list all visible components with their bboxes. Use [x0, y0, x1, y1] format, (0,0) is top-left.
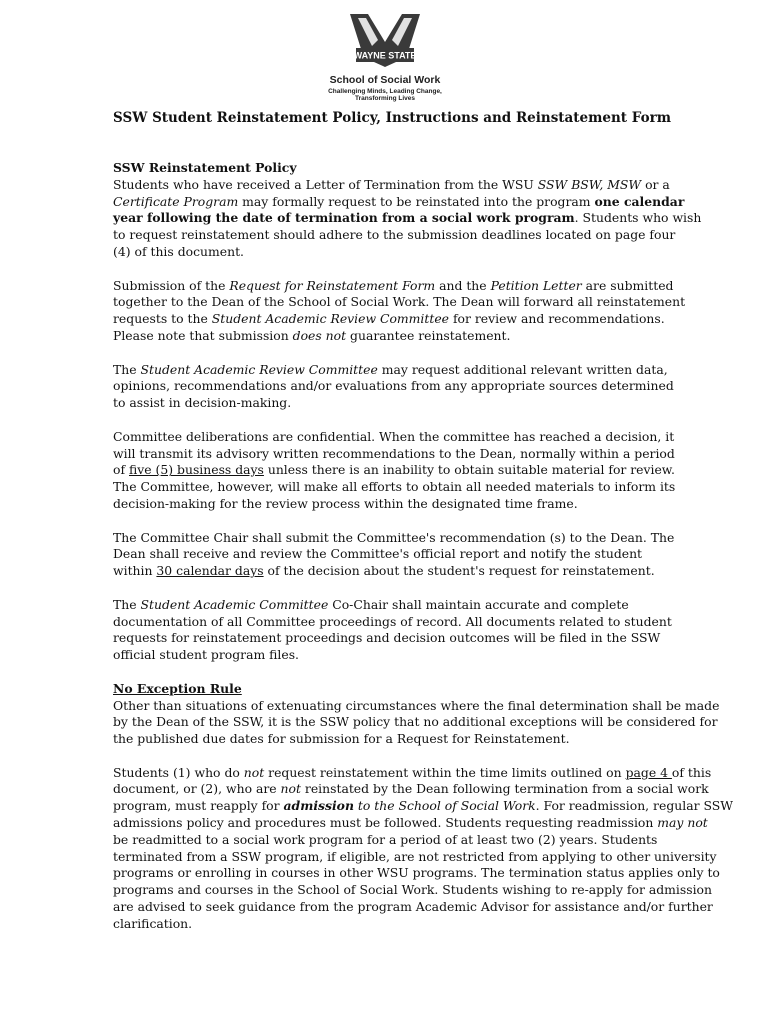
paragraph-line: clarification.	[113, 915, 193, 931]
wayne-state-logo	[310, 12, 460, 102]
paragraph-line: documentation of all Committee proceedings of record. All documents related to student	[113, 613, 672, 629]
paragraph-line: Certificate Program may formally request to be reinstated into the program one calendar	[113, 193, 685, 209]
section-heading: No Exception Rule	[113, 680, 242, 696]
paragraph-line: year following the date of termination from a social work program. Students who wish	[113, 210, 702, 226]
paragraph-line: program, must reapply for admission to the School of Social Work. For readmission, regular SSW	[113, 798, 733, 814]
paragraph-line: by the Dean of the SSW, it is the SSW policy that no additional exceptions will be considered for	[113, 714, 718, 730]
paragraph-line: requests to the Student Academic Review Committee for review and recommendations.	[113, 311, 665, 327]
school-tagline: Challenging Minds, Leading Change, Transforming Lives	[328, 88, 442, 102]
paragraph-line: Students (1) who do not request reinstatement within the time limits outlined on page 4 of this	[113, 764, 712, 780]
paragraph-line: together to the Dean of the School of Social Work. The Dean will forward all reinstatement	[113, 294, 686, 310]
wayne-state-w-icon	[348, 12, 422, 68]
paragraph-line: official student program files.	[113, 647, 299, 663]
paragraph-line: Committee deliberations are confidential. When the committee has reached a decision, it	[113, 428, 675, 444]
logo-text: WAYNE STATE	[353, 50, 417, 61]
paragraph-line: programs or enrolling in courses in other WSU programs. The termination status applies only to	[113, 865, 720, 881]
paragraph-line: The Student Academic Committee Co-Chair shall maintain accurate and complete	[113, 596, 629, 612]
paragraph-line: programs and courses in the School of Social Work. Students wishing to re-apply for admission	[113, 882, 712, 898]
paragraph-line: Students who have received a Letter of Termination from the WSU SSW BSW, MSW or a	[113, 176, 670, 192]
paragraph-line: the published due dates for submission for a Request for Reinstatement.	[113, 731, 570, 747]
paragraph-line: admissions policy and procedures must be followed. Students requesting readmission may not	[113, 815, 708, 831]
paragraph-line: within 30 calendar days of the decision about the student's request for reinstatement.	[113, 563, 655, 579]
document-body	[113, 160, 733, 933]
paragraph-line: (4) of this document.	[113, 243, 244, 259]
paragraph-line: of five (5) business days unless there is an inability to obtain suitable material for review.	[113, 462, 675, 478]
paragraph-line: The Committee Chair shall submit the Committee's recommendation (s) to the Dean. The	[113, 529, 675, 545]
paragraph-line: The Committee, however, will make all efforts to obtain all needed materials to inform its	[113, 479, 676, 495]
paragraph-line: will transmit its advisory written recommendations to the Dean, normally within a period	[113, 445, 675, 461]
paragraph-line: to assist in decision-making.	[113, 395, 292, 411]
paragraph-line: Other than situations of extenuating circumstances where the final determination shall be made	[113, 697, 720, 713]
paragraph-line: The Student Academic Review Committee may request additional relevant written data,	[113, 361, 668, 377]
paragraph-line: Submission of the Request for Reinstatement Form and the Petition Letter are submitted	[113, 277, 674, 293]
paragraph-line: decision-making for the review process within the designated time frame.	[113, 495, 578, 511]
paragraph-line: opinions, recommendations and/or evaluations from any appropriate sources determined	[113, 378, 674, 394]
section-heading: SSW Reinstatement Policy	[113, 160, 297, 175]
paragraph-line: Please note that submission does not guarantee reinstatement.	[113, 327, 511, 343]
paragraph-line: Dean shall receive and review the Committee's official report and notify the student	[113, 546, 643, 562]
school-name: School of Social Work	[329, 74, 441, 86]
page-reference: page 4	[625, 764, 672, 780]
paragraph-line: document, or (2), who are not reinstated by the Dean following termination from a social work	[113, 781, 709, 797]
document-title: SSW Student Reinstatement Policy, Instructions and Reinstatement Form	[113, 110, 671, 126]
paragraph-line: are advised to seek guidance from the program Academic Advisor for assistance and/or further	[113, 899, 713, 915]
paragraph-line: requests for reinstatement proceedings and decision outcomes will be filed in the SSW	[113, 630, 661, 646]
paragraph-line: terminated from a SSW program, if eligible, are not restricted from applying to other university	[113, 848, 717, 864]
paragraph-line: be readmitted to a social work program for a period of at least two (2) years. Students	[113, 831, 658, 847]
paragraph-line: to request reinstatement should adhere to the submission deadlines located on page four	[113, 227, 676, 243]
